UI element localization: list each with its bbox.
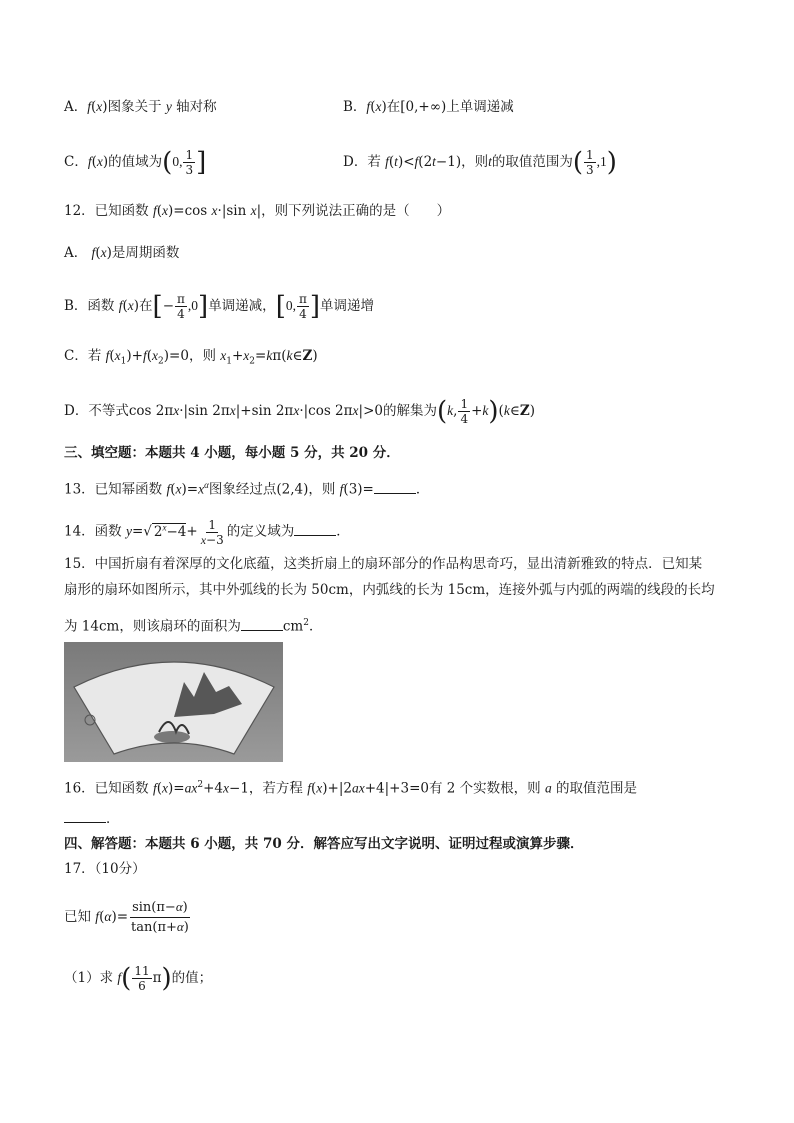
- section-4-heading: 四、解答题：本题共 6 小题，共 70 分．解答应写出文字说明、证明过程或演算步骤．: [64, 836, 584, 852]
- q16-line1: 16．已知函数 $f(x)=ax^2+4x-1$，若方程 f(x)+|2ax+4|+3=0有 2 个实数根，则 a 的取值范围是: [64, 780, 637, 797]
- q12-option-c: C．若 $f(x_1)+f(x_2)=0$，则 $x_1+x_2=k\pi(k\in Z)$: [64, 348, 318, 367]
- q11-option-a: A．f(x)图象关于 y 轴对称: [64, 99, 217, 115]
- q17-title: 17．（10分）: [64, 861, 146, 877]
- q17-given: 已知 f(α)= $\frac{\sin(\pi-\alpha)}{\tan(\pi+\alpha)}$: [64, 899, 189, 935]
- fan-illustration: [64, 642, 283, 762]
- q12-option-a: A． f(x)是周期函数: [64, 245, 180, 261]
- q12-stem: 12．已知函数 f(x)=cos x·|sin x|，则下列说法正确的是（ ）: [64, 203, 451, 219]
- q13: 13．已知幂函数 $f(x)=x^\alpha$图象经过点(2,4)，则 f(3)= ．: [64, 480, 430, 498]
- q15-line3: 为 14cm，则该扇环的面积为 $cm^2$．: [64, 612, 322, 638]
- fan-figure: [64, 642, 283, 762]
- q15-line2: 扇形的扇环如图所示，其中外弧线的长为 50cm，内弧线的长为 15cm，连接外弧与内弧的两端的线段的长均: [64, 582, 715, 598]
- q16-line2: ．: [64, 808, 120, 830]
- q11-option-d: D．若 f(t)<f(2t−1)，则t的取值范围为( $\frac{1}{3}$ ,1): [343, 147, 617, 178]
- rock-shape: [154, 731, 190, 743]
- q17-part1: （1）求 f( $\frac{11}{6}$ π)的值；: [64, 963, 213, 994]
- q11-option-c: C．f(x)的值域为(0, $\frac{1}{3}$ ]: [64, 147, 207, 178]
- section-3-heading: 三、填空题：本题共 4 小题，每小题 5 分，共 20 分．: [64, 445, 400, 461]
- q15-line1: 15．中国折扇有着深厚的文化底蕴，这类折扇上的扇环部分的作品构思奇巧，显出清新雅致的特点．已知某: [64, 556, 703, 572]
- q11-option-b: B．f(x)在[0,+∞)上单调递减: [343, 99, 514, 115]
- q12-option-b: B．函数 f(x)在[− $\frac{\pi}{4}$ ,0]单调递减，[0, $\frac{\pi}{4}$ ]单调递增: [64, 291, 375, 322]
- q12-option-d: D．不等式cos 2πx·|sin 2πx|+sin 2πx·|cos 2πx|>0的解集为(k, $\frac{1}{4}$ +k)(k∈Z): [64, 396, 535, 427]
- q14: 14．函数 y=√ $2^x-4+$ $\frac{1}{x-3}$ 的定义域为 ．: [64, 517, 350, 547]
